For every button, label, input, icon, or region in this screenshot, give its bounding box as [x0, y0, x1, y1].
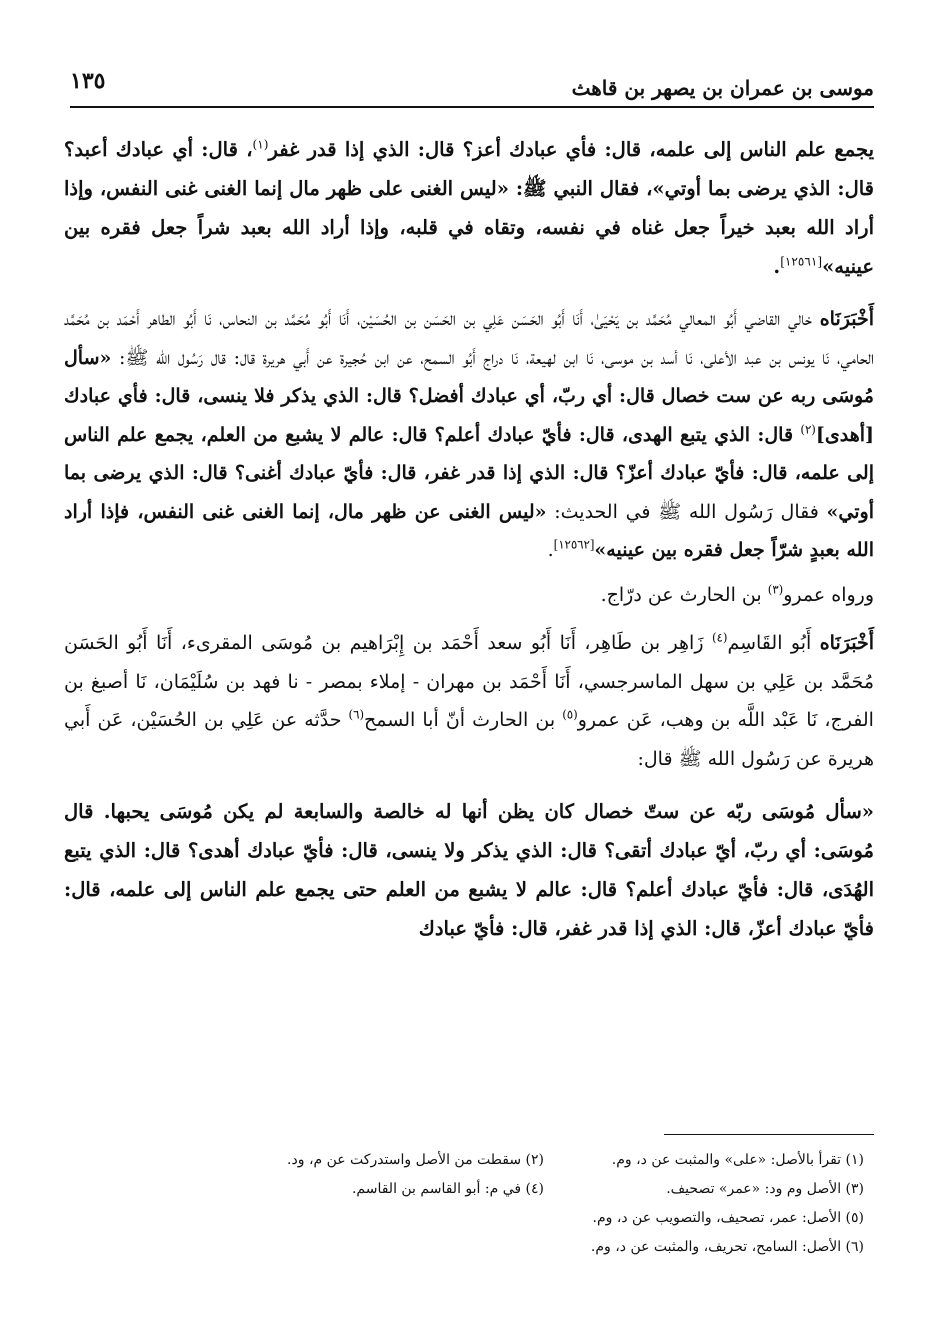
hadith-text-paragraph: «سأل مُوسَى ربّه عن ستّ خصال كان يظن أنها له خالصة والسابعة لم يكن مُوسَى يحبها. قال مُوسَى: أي ربّ، أيّ عبادك أتقى؟ قال: الذي يذكر ولا ينسى، قال: فأيّ عبادك أهدى؟ قال: الذي يتبع الهُدَى، قال: فأيّ عبادك أعلم؟ قال: عالم لا يشبع من العلم حتى يجمع علم الناس إلى علمه، قال: فأيّ عبادك أعزّ، قال: الذي إذا قدر غفر، قال: فأيّ عبادك [64, 800, 874, 940]
hadith-number: [١٢٥٦٢] [553, 537, 595, 552]
page-header [70, 62, 874, 108]
hadith-paragraph [64, 300, 874, 570]
paragraph-end: . [773, 255, 781, 278]
hadith-text: «ليس الغنى عن ظهر مال، إنما الغنى غنى النفس، فإذا أراد الله بعبدٍ شرّاً جعل فقره بين عينيه» [64, 500, 874, 561]
running-title: موسى بن عمران بن يصهر بن قاهث [571, 76, 874, 100]
isnad-text: خالي القاضي أَبُو المعالي مُحَمَّد بن يَحْيَىٰ، أَنَا أَبُو الحَسَن عَلِي بن الحَسَن بن الحُسَيْن، أَنَا أَبُو مُحَمَّد بن النحاس، نَا أَبُو الطاهر أَحْمَد بن مُحَمَّد الحامي، نَا يونس بن عبد الأعلى، نَا أسد بن موسى، نَا ابن لهيعة، نَا دراج أَبُو السمح، عن ابن حُجيرة عن أَبي هريرة قال: قال رَسُول الله ﷺ: [64, 308, 874, 369]
paragraph-text: يجمع علم الناس إلى علمه، قال: فأي عبادك أعز؟ قال: الذي إذا قدر غفر [268, 138, 875, 161]
narration-lead: أَخْبَرَنَاه [819, 632, 874, 654]
footnote-marker: (٦) [348, 707, 365, 722]
footnote-6: (٦) الأصل: السامح، تحريف، والمثبت عن د، وم. [590, 1239, 864, 1255]
footnote-5: (٥) الأصل: عمر، تصحيف، والتصويب عن د، وم. [592, 1210, 864, 1226]
narration-note [64, 576, 874, 615]
hadith-text: قال: الذي يتبع الهدى، قال: فأيّ عبادك أعلم؟ قال: عالم لا يشبع من العلم، يجمع علم الناس إلى علمه، قال: فأيّ عبادك أعزّ؟ قال: الذي إذا قدر غفر، قال: فأيّ عبادك أغنى؟ قال: الذي يرضى بما أوتي» [64, 423, 874, 523]
footnote-marker: (٤) [711, 630, 728, 645]
paragraph-end: . [547, 539, 554, 561]
paragraph-text: بن الحارث عن درّاج. [600, 583, 768, 606]
footnote-marker: (١) [252, 137, 269, 152]
footnotes [74, 1146, 864, 1262]
footnote-row [74, 1233, 864, 1262]
narration-lead: أَخْبَرَنَاه [819, 308, 874, 330]
footnote-2: (٢) سقطت من الأصل واستدركت عن م، ود. [287, 1152, 544, 1168]
isnad-text: بن الحارث أنّ أبا السمح [364, 709, 563, 731]
footnote-row [74, 1204, 864, 1233]
footnote-marker: (٢) [800, 422, 816, 437]
paragraph-continuation [64, 130, 874, 286]
footnote-marker: (٥) [562, 707, 578, 722]
footnote-3: (٣) الأصل وم ود: «عمر» تصحيف. [666, 1181, 864, 1197]
footnote-separator [664, 1134, 874, 1135]
isnad-text: فقال رَسُول الله ﷺ في الحديث: [546, 500, 827, 523]
paragraph-text: ورواه عمرو [783, 583, 874, 606]
page-body [64, 130, 874, 948]
hadith-text: «سأل مُوسَى ربه عن ست خصال قال: أي ربّ، أي عبادك أفضل؟ قال: الذي يذكر فلا ينسى، قال: فأي عبادك [أهدى] [64, 346, 874, 446]
isnad-text: حدَّثه عن عَلِي بن الحُسَيْن، عَن أَبي هريرة عن رَسُول الله ﷺ قال: [64, 709, 874, 770]
paragraph-text: ، قال: أي عبادك أعبد؟ قال: الذي يرضى بما أوتي»، فقال النبي ﷺ: «ليس الغنى على ظهر مال إنما الغنى غنى النفس، وإذا أراد الله بعبد خيراً جعل غناه في نفسه، وتقاه في قلبه، وإذا أراد الله بعبد شراً جعل فقره بين عينيه» [64, 138, 874, 278]
footnote-1: (١) تقرأ بالأصل: «على» والمثبت عن د، وم. [611, 1152, 864, 1168]
isnad-paragraph [64, 624, 874, 778]
footnote-marker: (٣) [767, 582, 784, 597]
page-number: ١٣٥ [70, 68, 106, 94]
footnote-row [74, 1175, 864, 1204]
hadith-number: [١٢٥٦١] [780, 254, 823, 269]
isnad-text: زَاهِر بن طَاهِر، أَنَا أَبُو سعد أَحْمَد بن إِبْرَاهيم بن مُوسَى المقرىء، أَنَا أَبُو الحَسَن مُحَمَّد بن عَلِي بن سهل الماسرجسي، أَنَا أَحْمَد بن مهران - إملاء بمصر - نا فهد بن سُلَيْمَان، نَا أصبغ بن الفرج، نَا عَبْد اللَّه بن وهب، عَن عمرو [64, 632, 874, 731]
footnote-4: (٤) في م: أبو القاسم بن القاسم. [351, 1181, 544, 1197]
isnad-text: أَبُو القَاسِم [727, 632, 820, 654]
footnote-row [74, 1146, 864, 1175]
